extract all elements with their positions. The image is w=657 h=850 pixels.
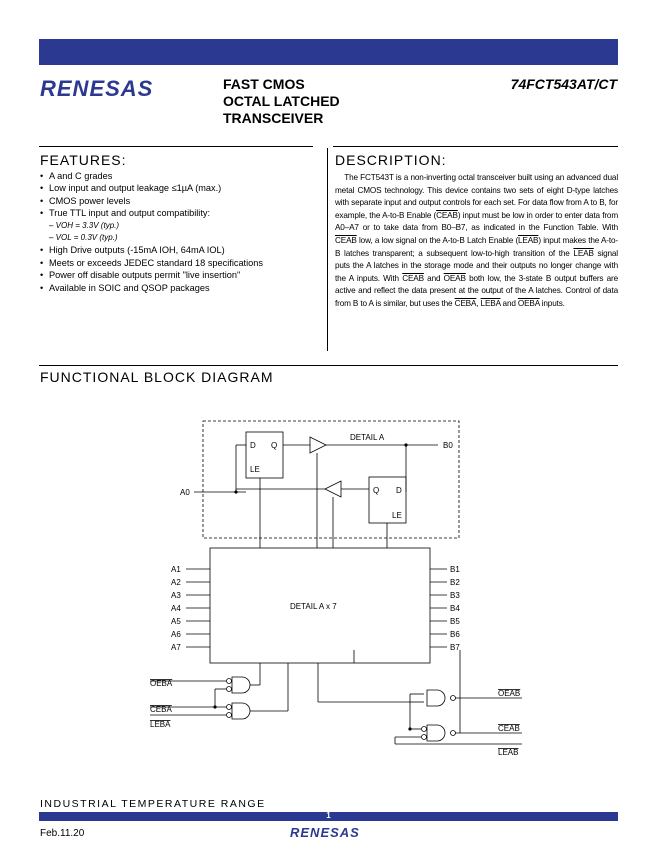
junction-b0 [404, 443, 407, 446]
feature-item: • Low input and output leakage ≤1µA (max.) [40, 182, 325, 194]
renesas-logo-footer: RENESAS [290, 825, 360, 840]
part-number: 74FCT543AT/CT [510, 76, 617, 92]
latch-top-q: Q [271, 441, 278, 450]
latch-top-d: D [250, 441, 256, 450]
pin-a7: A7 [171, 643, 181, 652]
pin-b3: B3 [450, 591, 460, 600]
control-ceba: CEBA [150, 705, 172, 714]
feature-item: – VOL = 0.3V (typ.) [49, 233, 118, 243]
temperature-range: INDUSTRIAL TEMPERATURE RANGE [40, 798, 266, 810]
title-line-3: TRANSCEIVER [223, 110, 324, 126]
description-heading: DESCRIPTION: [335, 152, 447, 168]
latch-bottom-d: D [396, 486, 402, 495]
control-ceab: CEAB [498, 724, 520, 733]
pin-a4: A4 [171, 604, 181, 613]
feature-item: • Meets or exceeds JEDEC standard 18 specifications [40, 257, 325, 269]
revision-date: Feb.11.20 [40, 828, 85, 839]
title-line-1: FAST CMOS [223, 76, 305, 92]
buffer-b-to-a [325, 481, 341, 497]
control-leba: LEBA [150, 720, 171, 729]
pin-b1: B1 [450, 565, 460, 574]
control-oeba: OEBA [150, 679, 173, 688]
detail-a-boundary [203, 421, 459, 538]
title-line-2: OCTAL LATCHED [223, 93, 340, 109]
pin-a0: A0 [180, 488, 190, 497]
pin-b6: B6 [450, 630, 460, 639]
feature-item: • True TTL input and output compatibility: [40, 207, 325, 219]
pin-b7: B7 [450, 643, 460, 652]
feature-item: • High Drive outputs (-15mA IOH, 64mA IOL) [40, 244, 325, 256]
pin-a1: A1 [171, 565, 181, 574]
features-heading: FEATURES: [40, 152, 127, 168]
pin-b2: B2 [450, 578, 460, 587]
detail-x7-label: DETAIL A x 7 [290, 602, 337, 611]
diagram-heading: FUNCTIONAL BLOCK DIAGRAM [40, 369, 274, 385]
pin-a6: A6 [171, 630, 181, 639]
junction-ceba [213, 705, 216, 708]
buffer-a-to-b [310, 437, 326, 453]
and-gate-leba [232, 703, 250, 719]
latch-top-le: LE [250, 465, 260, 474]
pin-a2: A2 [171, 578, 181, 587]
latch-bottom-le: LE [392, 511, 402, 520]
page-number: 1 [326, 811, 331, 820]
feature-item: • Available in SOIC and QSOP packages [40, 282, 325, 294]
pin-b4: B4 [450, 604, 460, 613]
control-leab: LEAB [498, 748, 519, 757]
pin-b0: B0 [443, 441, 453, 450]
feature-item: – VOH = 3.3V (typ.) [49, 220, 120, 230]
feature-item: • Power off disable outputs permit "live insertion" [40, 269, 325, 281]
latch-bottom-q: Q [373, 486, 380, 495]
feature-item: • CMOS power levels [40, 195, 325, 207]
control-oeab: OEAB [498, 689, 521, 698]
junction-ceab [408, 727, 411, 730]
and-gate-oeab [427, 690, 445, 706]
description-text: The FCT543T is a non-inverting octal transceiver built using an advanced dual metal CMOS technology. This device contains two sets of eight D-type latches with separate input and output controls for each set. For data flow from A to B, for example, the A-to-B Enable (CEAB) input must be low in order to enter data from A0–A7 or to take data from B0–B7, as indicated in the Function Table. With CEAB low, a low signal on the A-to-B Latch Enable (LEAB) input makes the A-to-B latches transparent; a subsequent low-to-high transition of the LEAB signal puts the A latches in the storage mode and their outputs no longer change with the A inputs. With CEAB and OEAB both low, the 3-state B output buffers are active and reflect the data present at the output of the A latches. Control of data from B to A is similar, but uses the CEBA, LEBA and OEBA inputs. [335, 173, 619, 308]
renesas-logo: RENESAS [40, 76, 154, 101]
pin-b5: B5 [450, 617, 460, 626]
junction-a0 [234, 490, 237, 493]
feature-item: • A and C grades [40, 170, 325, 182]
and-gate-leab [427, 725, 445, 741]
pin-a3: A3 [171, 591, 181, 600]
pin-a5: A5 [171, 617, 181, 626]
and-gate-oeba [232, 677, 250, 693]
detail-a-label: DETAIL A [350, 433, 385, 442]
